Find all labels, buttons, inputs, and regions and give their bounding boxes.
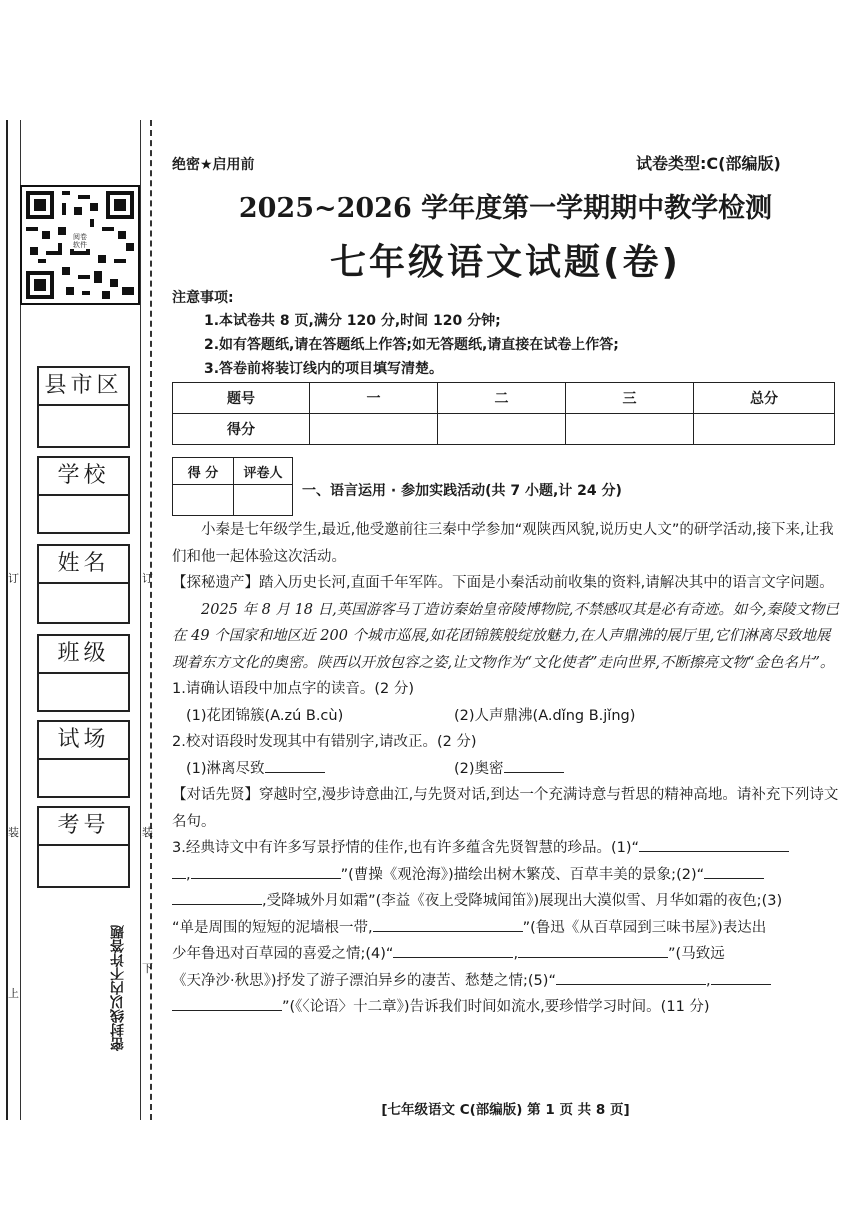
q2-item-a: (1)淋离尽致 bbox=[186, 760, 265, 777]
answer-blank[interactable] bbox=[518, 943, 668, 958]
part-dialogue-sages: 【对话先贤】穿越时空,漫步诗意曲江,与先贤对话,到达一个充满诗意与哲思的精神高地。请补充下列诗文名句。 bbox=[172, 787, 839, 830]
question-1: 1.请确认语段中加点字的读音。(2 分) bbox=[172, 681, 414, 697]
binding-border-outer bbox=[6, 120, 8, 1120]
paper-type: 试卷类型:C(部编版) bbox=[636, 154, 781, 173]
q1-option-b[interactable]: (2)人声鼎沸(A.dǐng B.jǐng) bbox=[454, 707, 636, 724]
q3-text: ”(鲁迅《从百草园到三味书屋》)表达出 bbox=[522, 919, 767, 936]
answer-blank[interactable] bbox=[265, 758, 325, 773]
answer-blank[interactable] bbox=[704, 864, 764, 879]
field-exam-number[interactable] bbox=[37, 806, 130, 888]
field-county[interactable] bbox=[37, 366, 130, 448]
score-label: 得分 bbox=[173, 414, 310, 445]
mark-ding-left: 订 bbox=[8, 572, 19, 585]
mark-xia: 下 bbox=[142, 962, 153, 975]
field-label: 姓名 bbox=[39, 546, 128, 584]
q3-text: ”(曹操《观沧海》)描绘出树木繁茂、百草丰美的景象;(2)“ bbox=[340, 866, 705, 883]
score-table-score-row bbox=[173, 414, 835, 445]
q1-option-a[interactable]: (1)花团锦簇(A.zú B.cù) bbox=[186, 707, 344, 724]
score-cell[interactable] bbox=[566, 414, 694, 445]
grader-name-label: 评卷人 bbox=[234, 458, 293, 485]
intro-paragraph: 小秦是七年级学生,最近,他受邀前往三秦中学参加“观陕西风貌,说历史人文”的研学活动,接下来,让我们和他一起体验这次活动。 bbox=[172, 522, 834, 565]
answer-blank[interactable] bbox=[172, 996, 282, 1011]
question-1-options bbox=[172, 703, 839, 730]
binding-border-right bbox=[140, 120, 141, 1120]
passage-paragraph: 2025 年 8 月 18 日,英国游客马丁造访秦始皇帝陵博物院,不禁感叹其是必有奇迹。如今,秦陵文物已在 49 个国家和地区近 200 个城市巡展,如花团锦簇般绽放魅力,在人声鼎沸的展厅里,它们淋离尽致地展现着东方文化的奥密。陕西以开放包容之姿,让文物作为“文化使者”走向世界,不断擦亮文物“金色名片”。 bbox=[172, 601, 839, 671]
mark-zhuang-left: 装 bbox=[8, 826, 19, 839]
score-table bbox=[172, 382, 835, 445]
answer-blank[interactable] bbox=[556, 970, 706, 985]
page-footer: [七年级语文 C(部编版) 第 1 页 共 8 页] bbox=[381, 1102, 630, 1118]
grader-box bbox=[172, 457, 293, 516]
q2-item-b: (2)奥密 bbox=[454, 760, 504, 777]
field-blank[interactable] bbox=[39, 760, 128, 796]
note-item: 1.本试卷共 8 页,满分 120 分,时间 120 分钟; bbox=[204, 313, 501, 329]
no-answer-notice: 密封线以内不许答题 bbox=[110, 925, 126, 1051]
field-name[interactable] bbox=[37, 544, 130, 624]
field-label: 学校 bbox=[39, 458, 128, 496]
header-cell: 一 bbox=[310, 383, 438, 414]
exam-title: 2025~2026 学年度第一学期期中教学检测 bbox=[238, 193, 773, 224]
q3-text: ,受降城外月如霜”(李益《夜上受降城闻笛》)展现出大漠似雪、月华如霜的夜色;(3) bbox=[262, 893, 783, 909]
header-cell: 三 bbox=[566, 383, 694, 414]
mark-zhuang-right: 装 bbox=[142, 826, 153, 839]
score-table-header-row bbox=[173, 383, 835, 414]
q3-text: ”(马致远 bbox=[668, 946, 725, 962]
score-cell[interactable] bbox=[310, 414, 438, 445]
answer-blank[interactable] bbox=[393, 943, 513, 958]
field-school[interactable] bbox=[37, 456, 130, 534]
mark-shang: 上 bbox=[8, 987, 19, 1000]
question-3: 3.经典诗文中有许多写景抒情的佳作,也有许多蕴含先贤智慧的珍品。(1)“ , ”(曹操《观沧海》)描绘出树木繁茂、百草丰美的景象;(2)“ ,受降城外月如霜”(李益《夜上受降城闻笛》)展现出大漠似雪、月华如霜的夜色;(3) “单是周围的短短的泥墙根一带, ”(鲁迅《从百草园到三味书屋》)表达出 少年鲁迅对百草园的喜爱之情;(4)“ , ”(马致远 《天净沙·秋思》)抒发了游子漂泊异乡的凄苦、愁楚之情;(5)“ , ”(《〈论语〉十二章》)告诉我们时间如流水,要珍惜学习时间。(11 分) bbox=[172, 835, 839, 1021]
answer-blank[interactable] bbox=[191, 864, 341, 879]
field-label: 考号 bbox=[39, 808, 128, 846]
qr-center-label: 阅卷软件 bbox=[70, 233, 90, 249]
field-blank[interactable] bbox=[39, 846, 128, 886]
answer-blank[interactable] bbox=[172, 864, 186, 879]
answer-blank[interactable] bbox=[711, 970, 771, 985]
field-label: 试场 bbox=[39, 722, 128, 760]
q3-text: ”(《〈论语〉十二章》)告诉我们时间如流水,要珍惜学习时间。(11 分) bbox=[282, 999, 710, 1015]
part-explore-heritage: 【探秘遗产】踏入历史长河,直面千年军阵。下面是小秦活动前收集的资料,请解决其中的语言文字问题。 bbox=[172, 575, 834, 591]
confidential-label: 绝密★启用前 bbox=[172, 157, 255, 173]
field-blank[interactable] bbox=[39, 584, 128, 622]
note-item: 2.如有答题纸,请在答题纸上作答;如无答题纸,请直接在试卷上作答; bbox=[204, 337, 619, 353]
field-class[interactable] bbox=[37, 634, 130, 712]
header-cell: 二 bbox=[438, 383, 566, 414]
field-label: 班级 bbox=[39, 636, 128, 674]
q3-text: 少年鲁迅对百草园的喜爱之情;(4)“ bbox=[172, 946, 394, 962]
q3-text: 3.经典诗文中有许多写景抒情的佳作,也有许多蕴含先贤智慧的珍品。(1)“ bbox=[172, 840, 639, 856]
header-cell: 题号 bbox=[173, 383, 310, 414]
field-blank[interactable] bbox=[39, 496, 128, 532]
question-2-items bbox=[172, 756, 839, 783]
grader-score-cell[interactable] bbox=[173, 485, 234, 516]
score-cell[interactable] bbox=[438, 414, 566, 445]
field-blank[interactable] bbox=[39, 674, 128, 710]
notes-heading: 注意事项: bbox=[172, 290, 234, 306]
q3-text: 《天净沙·秋思》)抒发了游子漂泊异乡的凄苦、愁楚之情;(5)“ bbox=[172, 972, 556, 989]
field-label: 县市区 bbox=[39, 368, 128, 406]
answer-blank[interactable] bbox=[639, 837, 789, 852]
question-2: 2.校对语段时发现其中有错别字,请改正。(2 分) bbox=[172, 734, 477, 750]
note-item: 3.答卷前将装订线内的项目填写清楚。 bbox=[204, 361, 444, 377]
q3-text: “单是周围的短短的泥墙根一带, bbox=[172, 919, 373, 936]
answer-blank[interactable] bbox=[172, 890, 262, 905]
grader-score-label: 得 分 bbox=[173, 458, 234, 485]
field-exam-room[interactable] bbox=[37, 720, 130, 798]
answer-blank[interactable] bbox=[373, 917, 523, 932]
header-cell: 总分 bbox=[694, 383, 835, 414]
score-cell[interactable] bbox=[694, 414, 835, 445]
mark-ding-right: 订 bbox=[142, 572, 153, 585]
field-blank[interactable] bbox=[39, 406, 128, 446]
qr-code bbox=[20, 185, 140, 305]
grader-name-cell[interactable] bbox=[234, 485, 293, 516]
paper-title: 七年级语文试题(卷) bbox=[330, 242, 681, 283]
section-title: 一、语言运用 · 参加实践活动(共 7 小题,计 24 分) bbox=[302, 483, 622, 499]
answer-blank[interactable] bbox=[504, 758, 564, 773]
section-body bbox=[172, 517, 839, 1021]
